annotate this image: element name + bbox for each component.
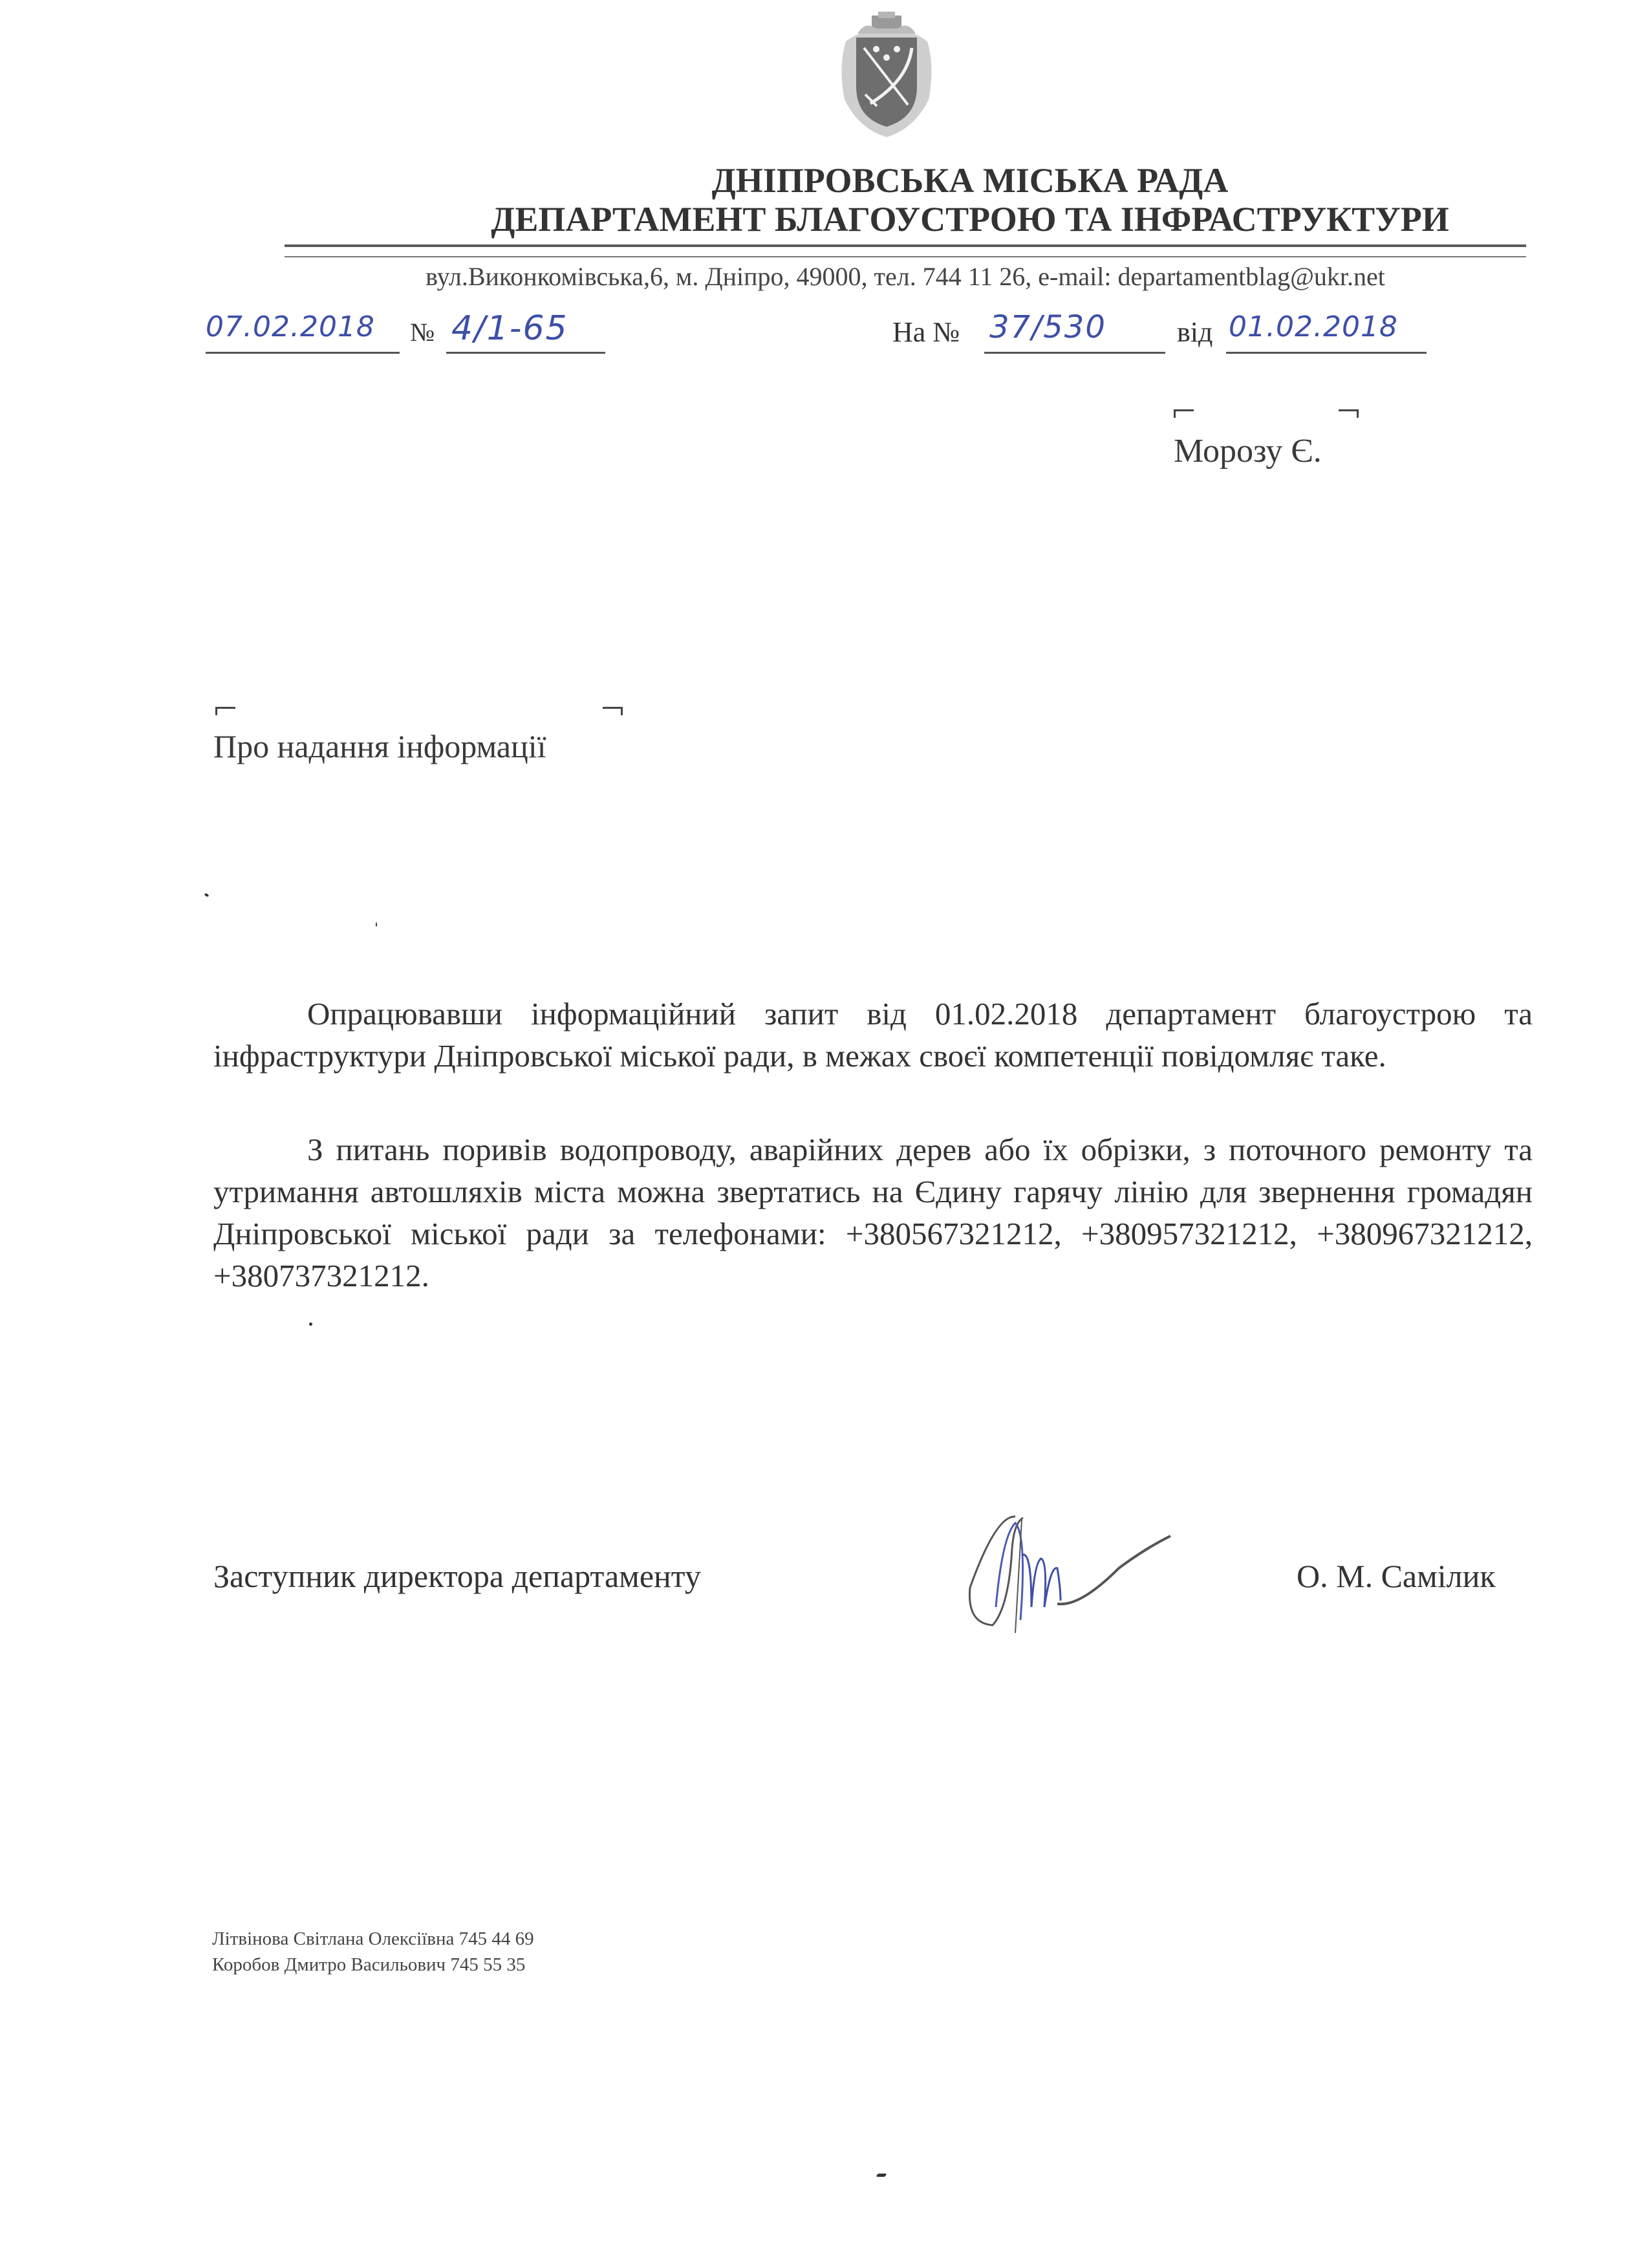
incoming-from-label: від xyxy=(1177,316,1213,348)
addressee-corner-left xyxy=(1174,409,1194,418)
incoming-number: 37/530 xyxy=(989,309,1106,345)
scan-speck xyxy=(309,1323,312,1326)
council-name: ДНІПРОВСЬКА МІСЬКА РАДА xyxy=(711,161,1229,200)
outgoing-number: 4/1-65 xyxy=(451,309,568,348)
outgoing-number-underline xyxy=(446,352,605,354)
coat-of-arms-icon xyxy=(833,9,940,138)
handwritten-signature xyxy=(951,1510,1222,1639)
body-paragraph-2 xyxy=(213,1129,1533,1297)
outgoing-date: 07.02.2018 xyxy=(206,310,375,343)
outgoing-reference xyxy=(206,309,607,361)
subject-line: Про надання інформації xyxy=(213,728,546,764)
signature-icon xyxy=(951,1510,1222,1639)
incoming-date-underline xyxy=(1226,352,1427,354)
incoming-number-underline xyxy=(984,352,1165,354)
signatory-name: О. М. Самілик xyxy=(1297,1558,1496,1594)
scan-speck xyxy=(204,893,209,898)
incoming-number-label: На № xyxy=(892,316,960,348)
incoming-reference xyxy=(892,309,1474,361)
signatory-role: Заступник директора департаменту xyxy=(213,1558,701,1594)
outgoing-number-label: № xyxy=(410,318,435,347)
executor-1: Літвінова Світлана Олексіївна 745 44 69 xyxy=(212,1928,534,1949)
scan-speck xyxy=(376,922,377,927)
executor-2: Коробов Дмитро Васильович 745 55 35 xyxy=(212,1954,526,1975)
coat-of-arms-emblem xyxy=(833,9,940,138)
subject-corner-left xyxy=(215,707,235,715)
addressee: Морозу Є. xyxy=(1174,433,1322,470)
header-rule-thin xyxy=(285,256,1526,257)
subject-corner-right xyxy=(603,707,623,715)
addressee-corner-right xyxy=(1339,409,1359,418)
outgoing-date-underline xyxy=(206,352,400,354)
body-text: З питань поривів водопроводу, аварійних дерев або їх обрізки, з поточного ремонту та утримання автошляхів міста можна звертатись на Єдину гарячу лінію для звернення громадян Дніпровської міської ради за телефонами: +380567321212, +380957321212, +380967321212, +380737321212. xyxy=(213,1132,1533,1293)
body-paragraph-1 xyxy=(213,993,1533,1077)
scan-speck xyxy=(876,2174,887,2177)
incoming-date: 01.02.2018 xyxy=(1229,310,1398,343)
header-rule-thick xyxy=(285,244,1526,247)
department-address: вул.Виконкомівська,6, м. Дніпро, 49000, тел. 744 11 26, e-mail: departamentblag@ukr.net xyxy=(426,262,1385,291)
department-name: ДЕПАРТАМЕНТ БЛАГОУСТРОЮ ТА ІНФРАСТРУКТУРИ xyxy=(491,200,1449,239)
body-text: Опрацювавши інформаційний запит від 01.02.2018 департамент благоустрою та інфраструктури Дніпровської міської ради, в межах своєї компетенції повідомляє таке. xyxy=(213,996,1533,1074)
